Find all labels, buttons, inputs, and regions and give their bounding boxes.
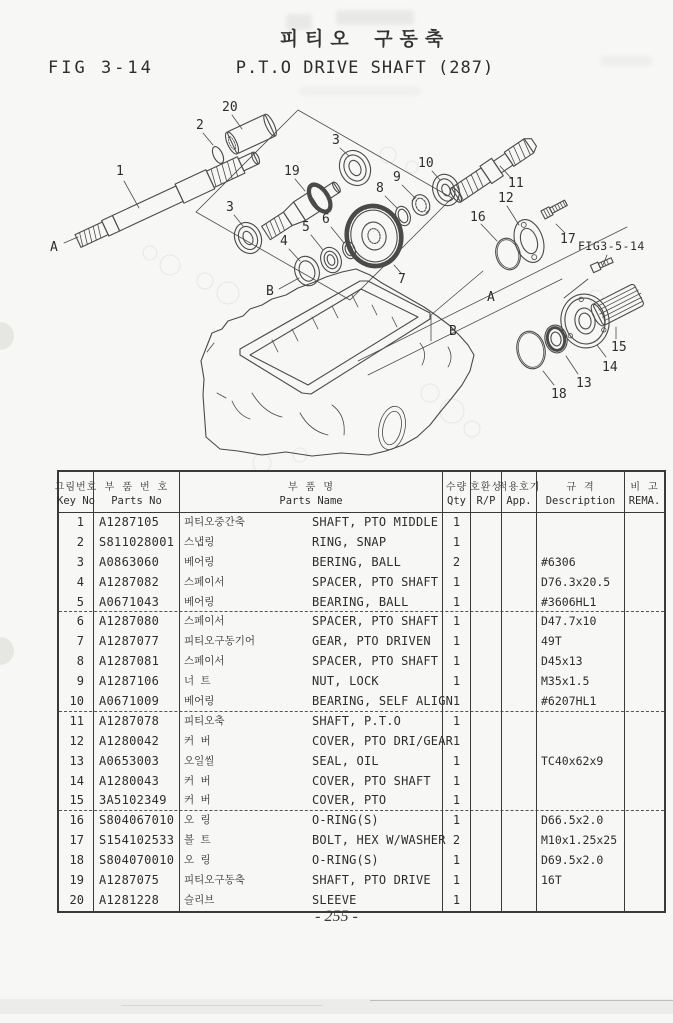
cell-rp [471, 752, 502, 772]
cell-qty: 1 [443, 692, 471, 712]
cell-parts-no: A1287078 [94, 712, 180, 732]
table-row [59, 692, 664, 712]
cell-rp [471, 831, 502, 851]
part-11-shaft-pto [447, 134, 540, 206]
cell-key-no: 11 [59, 712, 94, 732]
cell-description: D69.5x2.0 [537, 851, 625, 871]
part-2-snap-ring [210, 145, 226, 165]
cell-key-no: 19 [59, 871, 94, 891]
cell-app [502, 712, 537, 732]
cell-key-no: 4 [59, 573, 94, 593]
callout-2: 2 [196, 118, 204, 133]
header-rp: 호환성 R/P [471, 472, 502, 512]
cell-parts-no: A1280043 [94, 772, 180, 792]
cell-rp [471, 513, 502, 533]
part-12-cover [509, 216, 549, 266]
cell-name-english: RING, SNAP [284, 533, 443, 553]
cell-name-english: BOLT, HEX W/WASHER [284, 831, 443, 851]
exploded-view-diagram [0, 93, 673, 471]
cell-app [502, 811, 537, 831]
cell-key-no: 1 [59, 513, 94, 533]
cell-name-english: SHAFT, P.T.O [284, 712, 443, 732]
part-19-shaft-pto-drive [257, 172, 348, 248]
cell-app [502, 632, 537, 652]
cell-name-english: SPACER, PTO SHAFT [284, 612, 443, 632]
cell-description: D66.5x2.0 [537, 811, 625, 831]
parts-table-header [54, 472, 664, 513]
cell-name-english: SPACER, PTO SHAFT [284, 573, 443, 593]
cell-description: #3606HL1 [537, 593, 625, 613]
cell-description: #6306 [537, 553, 625, 573]
cell-parts-no: 3A5102349 [94, 791, 180, 811]
cell-qty: 1 [443, 891, 471, 911]
callout-1: 1 [116, 164, 124, 179]
cell-name-english: SEAL, OIL [284, 752, 443, 772]
cell-name-korean: 베어링 [184, 595, 215, 608]
gearbox-housing [201, 269, 474, 456]
cell-parts-no: S154102533 [94, 831, 180, 851]
table-row [59, 811, 664, 831]
cell-app [502, 612, 537, 632]
part-7-gear-pto-driven [339, 199, 409, 274]
ghost-smudge [600, 56, 652, 66]
section-marker-a: A [50, 240, 58, 255]
cell-key-no: 18 [59, 851, 94, 871]
cell-rp [471, 871, 502, 891]
cell-name-korean: 스페이서 [184, 655, 225, 668]
cell-qty: 1 [443, 632, 471, 652]
cell-remark [625, 652, 664, 672]
cell-app [502, 573, 537, 593]
cell-name-korean: 베어링 [184, 555, 215, 568]
callout-8: 8 [376, 181, 384, 196]
cell-rp [471, 851, 502, 871]
table-row [59, 513, 664, 533]
callout-3: 3 [226, 200, 234, 215]
cell-rp [471, 672, 502, 692]
cell-description: 16T [537, 871, 625, 891]
callout-20: 20 [222, 100, 238, 115]
cell-qty: 1 [443, 772, 471, 792]
cell-remark [625, 593, 664, 613]
cell-remark [625, 712, 664, 732]
cell-name-korean: 스페이서 [184, 575, 225, 588]
cell-qty: 1 [443, 513, 471, 533]
cell-name-english: BERING, BALL [284, 553, 443, 573]
cell-name-english: NUT, LOCK [284, 672, 443, 692]
cell-rp [471, 632, 502, 652]
scan-edge-noise [0, 999, 673, 1014]
cell-app [502, 772, 537, 792]
cell-parts-no: A1287082 [94, 573, 180, 593]
header-qty: 수량 Qty [443, 472, 471, 512]
cell-qty: 1 [443, 871, 471, 891]
section-marker-b: B [266, 284, 274, 299]
cell-parts-no: A0671043 [94, 593, 180, 613]
cell-app [502, 553, 537, 573]
cell-rp [471, 553, 502, 573]
callout-13: 13 [576, 376, 592, 391]
cell-key-no: 14 [59, 772, 94, 792]
cell-name-korean: 커 버 [184, 794, 211, 807]
cell-description [537, 513, 625, 533]
cell-parts-no: A1281228 [94, 891, 180, 911]
header-remark: 비 고 REMA. [628, 481, 661, 507]
cell-name-english: BEARING, SELF ALIGN [284, 692, 443, 712]
cell-description: M35x1.5 [537, 672, 625, 692]
part-5-ball-bearing [317, 244, 345, 275]
cell-remark [625, 692, 664, 712]
cell-parts-no: A1280042 [94, 732, 180, 752]
cell-rp [471, 652, 502, 672]
table-row [59, 712, 664, 732]
ghost-smudge [336, 10, 414, 25]
parts-table [54, 470, 666, 913]
cell-app [502, 652, 537, 672]
cell-key-no: 8 [59, 652, 94, 672]
cell-description: #6207HL1 [537, 692, 625, 712]
cell-qty: 1 [443, 732, 471, 752]
cell-remark [625, 612, 664, 632]
cell-name-english: O-RING(S) [284, 851, 443, 871]
cell-key-no: 12 [59, 732, 94, 752]
cell-app [502, 871, 537, 891]
reference-bolt [590, 256, 613, 272]
cell-parts-no: A1287077 [94, 632, 180, 652]
table-row [59, 871, 664, 891]
cell-name-korean: 베어링 [184, 695, 215, 708]
table-row [59, 772, 664, 792]
cell-app [502, 533, 537, 553]
reference-figure-label: FIG3-5-14 [578, 239, 645, 253]
callout-14: 14 [602, 360, 618, 375]
cell-description [537, 712, 625, 732]
cell-app [502, 791, 537, 811]
cell-qty: 1 [443, 672, 471, 692]
cell-name-korean: 피티오구동축 [184, 874, 245, 887]
callout-4: 4 [280, 234, 288, 249]
table-row [59, 732, 664, 752]
cell-parts-no: S804070010 [94, 851, 180, 871]
cell-name-korean: 슬리브 [184, 893, 215, 906]
cell-name-english: COVER, PTO SHAFT [284, 772, 443, 792]
cell-key-no: 20 [59, 891, 94, 911]
cell-name-korean: 오일씰 [184, 754, 215, 767]
cell-rp [471, 533, 502, 553]
cell-qty: 2 [443, 831, 471, 851]
cell-name-korean: 피티오축 [184, 714, 225, 727]
part-15-cover-pto [589, 283, 647, 328]
cell-rp [471, 612, 502, 632]
cell-name-korean: 커 버 [184, 734, 211, 747]
cell-remark [625, 871, 664, 891]
callout-17: 17 [560, 232, 576, 247]
header-key-no: 그림번호 Key No [59, 472, 94, 512]
table-row [59, 752, 664, 772]
cell-remark [625, 732, 664, 752]
cell-name-english: COVER, PTO DRI/GEAR [284, 732, 443, 752]
cell-description [537, 732, 625, 752]
part-18-o-ring [513, 329, 548, 372]
cell-remark [625, 553, 664, 573]
cell-remark [625, 791, 664, 811]
cell-name-korean: 스페이서 [184, 615, 225, 628]
cell-name-korean: 피티오구동기어 [184, 635, 256, 648]
cell-remark [625, 851, 664, 871]
callout-3: 3 [332, 133, 340, 148]
table-row [59, 831, 664, 851]
part-3-ball-bearing [334, 145, 376, 190]
table-row [59, 851, 664, 871]
cell-key-no: 7 [59, 632, 94, 652]
cell-qty: 1 [443, 573, 471, 593]
callout-15: 15 [611, 340, 627, 355]
cell-parts-no: A1287106 [94, 672, 180, 692]
callout-16: 16 [470, 210, 486, 225]
cell-parts-no: S804067010 [94, 811, 180, 831]
part-17-hex-bolt [541, 199, 568, 219]
cell-rp [471, 712, 502, 732]
cell-app [502, 692, 537, 712]
cell-remark [625, 513, 664, 533]
header-parts-no: 부 품 번 호 Parts No [94, 472, 180, 512]
part-8-spacer [393, 204, 413, 228]
cell-rp [471, 692, 502, 712]
punch-hole-artifact [0, 637, 14, 665]
callout-12: 12 [498, 191, 514, 206]
cell-parts-no: A0671009 [94, 692, 180, 712]
cell-qty: 1 [443, 712, 471, 732]
cell-name-korean: 피티오중간축 [184, 516, 245, 528]
cell-name-english: SHAFT, PTO DRIVE [284, 871, 443, 891]
cell-remark [625, 831, 664, 851]
cell-qty: 1 [443, 791, 471, 811]
parts-table-body [59, 513, 664, 911]
cell-parts-no: A0653003 [94, 752, 180, 772]
page-title-korean: 피티오 구동축 [279, 28, 451, 50]
cell-description: D76.3x20.5 [537, 573, 625, 593]
cell-key-no: 6 [59, 612, 94, 632]
callout-6: 6 [322, 212, 330, 227]
cell-rp [471, 573, 502, 593]
page-title-english: P.T.O DRIVE SHAFT (287) [235, 58, 495, 78]
table-row [59, 791, 664, 811]
table-row [59, 652, 664, 672]
cell-description: TC40x62x9 [537, 752, 625, 772]
cell-name-korean: 오 링 [184, 814, 211, 827]
cell-parts-no: A1287081 [94, 652, 180, 672]
cell-name-english: COVER, PTO [284, 791, 443, 811]
callout-18: 18 [551, 387, 567, 402]
section-marker-b: B [449, 324, 457, 339]
cell-parts-no: A1287105 [94, 513, 180, 533]
table-row [59, 553, 664, 573]
callout-9: 9 [393, 170, 401, 185]
callout-10: 10 [418, 156, 434, 171]
cell-name-korean: 너 트 [184, 675, 211, 688]
cell-name-english: SPACER, PTO SHAFT [284, 652, 443, 672]
title-block [170, 24, 560, 78]
cell-parts-no: S811028001 [94, 533, 180, 553]
cell-app [502, 593, 537, 613]
cell-parts-no: A0863060 [94, 553, 180, 573]
cell-parts-no: A1287080 [94, 612, 180, 632]
figure-number: FIG 3-14 [48, 58, 154, 78]
cell-name-korean: 스냅링 [184, 535, 215, 548]
cell-key-no: 15 [59, 791, 94, 811]
page-number: - 255 - [315, 908, 358, 925]
cell-app [502, 752, 537, 772]
table-row [59, 612, 664, 632]
cell-qty: 2 [443, 553, 471, 573]
cell-key-no: 17 [59, 831, 94, 851]
cell-description [537, 772, 625, 792]
cell-name-english: BEARING, BALL [284, 593, 443, 613]
cell-key-no: 2 [59, 533, 94, 553]
cell-key-no: 16 [59, 811, 94, 831]
cell-key-no: 10 [59, 692, 94, 712]
cell-app [502, 672, 537, 692]
cell-rp [471, 593, 502, 613]
cell-app [502, 851, 537, 871]
cell-qty: 1 [443, 612, 471, 632]
cell-description: D47.7x10 [537, 612, 625, 632]
cell-name-english: SLEEVE [284, 891, 443, 911]
cell-key-no: 3 [59, 553, 94, 573]
header-app: 적용호기 App. [502, 472, 537, 512]
cell-description: 49T [537, 632, 625, 652]
cell-remark [625, 672, 664, 692]
cell-name-english: O-RING(S) [284, 811, 443, 831]
cell-remark [625, 533, 664, 553]
part-3-ball-bearing [229, 218, 266, 258]
callout-7: 7 [398, 272, 406, 287]
cell-app [502, 831, 537, 851]
cell-app [502, 513, 537, 533]
cell-key-no: 5 [59, 593, 94, 613]
cell-rp [471, 772, 502, 792]
part-4-spacer [291, 253, 324, 289]
cell-key-no: 9 [59, 672, 94, 692]
table-row [59, 533, 664, 553]
cell-name-korean: 커 버 [184, 774, 211, 787]
cell-remark [625, 772, 664, 792]
callout-11: 11 [508, 176, 524, 191]
cell-description [537, 791, 625, 811]
table-row [59, 593, 664, 613]
cell-remark [625, 573, 664, 593]
cell-qty: 1 [443, 752, 471, 772]
cell-name-english: GEAR, PTO DRIVEN [284, 632, 443, 652]
table-row [59, 632, 664, 652]
cell-qty: 1 [443, 652, 471, 672]
cell-qty: 1 [443, 851, 471, 871]
cell-description [537, 533, 625, 553]
cell-description: D45x13 [537, 652, 625, 672]
cell-qty: 1 [443, 533, 471, 553]
cell-qty: 1 [443, 593, 471, 613]
cell-rp [471, 811, 502, 831]
cell-rp [471, 732, 502, 752]
part-20-sleeve [223, 113, 279, 156]
cell-name-english: SHAFT, PTO MIDDLE [284, 513, 443, 533]
cell-remark [625, 752, 664, 772]
callout-5: 5 [302, 220, 310, 235]
cell-app [502, 732, 537, 752]
callout-19: 19 [284, 164, 300, 179]
table-row [59, 672, 664, 692]
header-description: 규 격 Description [537, 472, 625, 512]
table-row [59, 573, 664, 593]
cell-qty: 1 [443, 811, 471, 831]
cell-rp [471, 791, 502, 811]
section-marker-a: A [487, 290, 495, 305]
cell-parts-no: A1287075 [94, 871, 180, 891]
header-parts-name: 부 품 명 Parts Name [180, 472, 443, 512]
cell-description: M10x1.25x25 [537, 831, 625, 851]
cell-key-no: 13 [59, 752, 94, 772]
cell-remark [625, 632, 664, 652]
cell-name-korean: 볼 트 [184, 834, 211, 847]
cell-remark [625, 811, 664, 831]
cell-name-korean: 오 링 [184, 854, 211, 867]
